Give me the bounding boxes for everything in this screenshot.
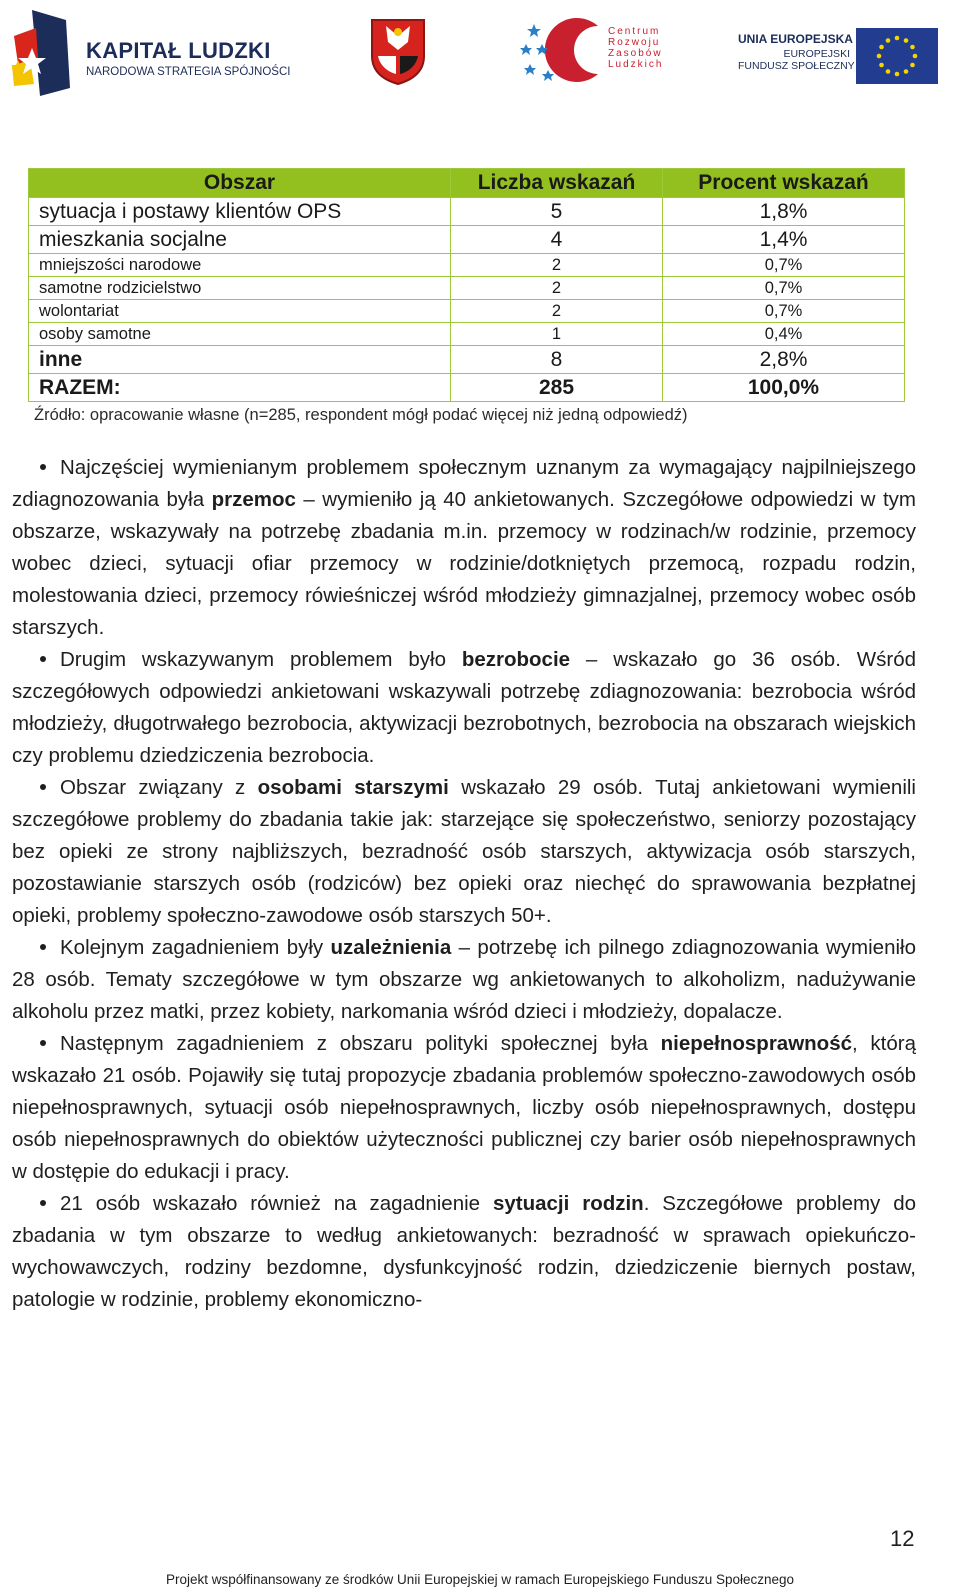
cell-area: osoby samotne [29, 323, 451, 346]
cell-count: 285 [451, 374, 663, 402]
bullet-paragraph [12, 452, 916, 644]
body-text [12, 452, 916, 1316]
column-header: Procent wskazań [663, 169, 905, 198]
cell-area: mniejszości narodowe [29, 254, 451, 277]
paragraph-bold-term: niepełnosprawność [660, 1032, 853, 1055]
cell-area: wolontariat [29, 300, 451, 323]
ue-subtitle-line: FUNDUSZ SPOŁECZNY [738, 60, 855, 72]
crzl-line: Centrum [608, 26, 661, 37]
cell-percent: 1,8% [663, 198, 905, 226]
ue-logo [738, 22, 948, 84]
cell-count: 2 [451, 277, 663, 300]
ue-subtitle [738, 48, 855, 72]
cell-area: RAZEM: [29, 374, 451, 402]
kapital-ludzki-title: KAPITAŁ LUDZKI [86, 38, 271, 63]
eu-flag-icon [856, 28, 938, 84]
paragraph-text: Najczęściej wymienianym problemem społecznym uznanym za wymagający najpilniejszego zdiagnozowania była [12, 456, 916, 511]
cell-count: 2 [451, 254, 663, 277]
bullet-paragraph [12, 932, 916, 1028]
table-total-row [29, 374, 905, 402]
paragraph-text: Kolejnym zagadnieniem były [60, 936, 331, 959]
bullet-icon [40, 464, 46, 470]
crzl-text [608, 26, 663, 70]
cell-area: sytuacja i postawy klientów OPS [29, 198, 451, 226]
table-row [29, 323, 905, 346]
table-row [29, 198, 905, 226]
cell-area: mieszkania socjalne [29, 226, 451, 254]
paragraph-text: wskazało 29 osób. Tutaj ankietowani wymienili szczegółowe problemy do zbadania takie jak: starzejące się społeczeństwo, seniorzy pozostający bez opieki ze strony najbliższych, bezradność osób starszych, aktywizacja osób starszych, pozostawianie starszych osób (rodziców) bez opieki oraz niechęć do sprawowania bezpłatnej opieki, problemy społeczno-zawodowe osób starszych 50+. [12, 776, 916, 927]
bullet-icon [40, 656, 46, 662]
coat-of-arms-logo [368, 16, 428, 86]
bullet-paragraph [12, 1188, 916, 1316]
bullet-icon [40, 1200, 46, 1206]
cell-area: samotne rodzicielstwo [29, 277, 451, 300]
crzl-logo [520, 14, 670, 86]
paragraph-text: – wskazało go 36 osób. Wśród szczegółowych odpowiedzi ankietowani wskazywali potrzebę zdiagnozowania: bezrobocia wśród młodzieży, długotrwałego bezrobocia, aktywizacji bezrobotnych, bezrobocia na obszarach wiejskich czy problemu dziedziczenia bezrobocia. [12, 648, 916, 767]
paragraph-text: . Szczegółowe problemy do zbadania w tym obszarze to według ankietowanych: bezradność w sprawach opiekuńczo-wychowawczych, rodziny bezdomne, dysfunkcyjność rodzin, dziedziczenie biernych postaw, patologie w rodzinie, problemy ekonomiczno- [12, 1192, 916, 1311]
table-row [29, 226, 905, 254]
column-header: Liczba wskazań [451, 169, 663, 198]
cell-count: 2 [451, 300, 663, 323]
cell-percent: 0,7% [663, 277, 905, 300]
page-footer: Projekt współfinansowany ze środków Unii Europejskiej w ramach Europejskiego Funduszu Społecznego [165, 1572, 795, 1587]
table-header-row [29, 169, 905, 198]
table-row [29, 254, 905, 277]
kapital-ludzki-emblem-icon [10, 8, 80, 98]
cell-area: inne [29, 346, 451, 374]
paragraph-bold-term: sytuacji rodzin [492, 1192, 644, 1215]
cell-percent: 0,7% [663, 254, 905, 277]
paragraph-bold-term: bezrobocie [461, 648, 571, 671]
cell-count: 8 [451, 346, 663, 374]
crzl-line: Ludzkich [608, 59, 664, 70]
paragraph-text: – potrzebę ich pilnego zdiagnozowania wymieniło 28 osób. Tematy szczegółowe w tym obszarze wg ankietowanych to alkoholizm, nadużywanie alkoholu przez matki, przez kobiety, narkomania wśród dzieci i młodzieży, dopalacze. [12, 936, 916, 1023]
table-row [29, 346, 905, 374]
bullet-icon [40, 944, 46, 950]
cell-percent: 100,0% [663, 374, 905, 402]
bullet-paragraph [12, 644, 916, 772]
column-header: Obszar [29, 169, 451, 198]
coat-of-arms-icon [368, 16, 428, 86]
paragraph-text: , którą wskazało 21 osób. Pojawiły się tutaj propozycje zbadania problemów społeczno-zawodowych osób niepełnosprawnych, sytuacji osób niepełnosprawnych, liczby osób niepełnosprawnych, dostępu osób niepełnosprawnych do obiektów użyteczności publicznej czy barier osób niepełnosprawnych w dostępie do edukacji i pracy. [12, 1032, 916, 1183]
paragraph-bold-term: uzależnienia [330, 936, 452, 959]
problems-table [28, 168, 904, 402]
ue-title: UNIA EUROPEJSKA [738, 32, 853, 46]
crzl-line: Rozwoju [608, 37, 661, 48]
paragraph-text: Następnym zagadnieniem z obszaru polityki społecznej była [60, 1032, 661, 1055]
paragraph-text: 21 osób wskazało również na zagadnienie [60, 1192, 493, 1215]
ue-subtitle-line: EUROPEJSKI [783, 48, 850, 60]
page-header [0, 0, 960, 100]
table-row [29, 300, 905, 323]
bullet-icon [40, 784, 46, 790]
paragraph-text: Obszar związany z [60, 776, 258, 799]
crzl-emblem-icon [520, 14, 606, 86]
crzl-line: Zasobów [608, 48, 663, 59]
cell-percent: 0,4% [663, 323, 905, 346]
bullet-icon [40, 1040, 46, 1046]
paragraph-text: – wymieniło ją 40 ankietowanych. Szczegółowe odpowiedzi w tym obszarze, wskazywały na potrzebę zbadania m.in. przemocy w rodzinach/w rodzinie, przemocy wobec dzieci, sytuacji ofiar przemocy w rodzinie/dotkniętych przemocą, rozpadu rodzin, molestowania dzieci, przemocy rówieśniczej wśród młodzieży gimnazjalnej, przemocy wobec osób starszych. [12, 488, 916, 639]
kapital-ludzki-logo [10, 8, 295, 98]
kapital-ludzki-subtitle: NARODOWA STRATEGIA SPÓJNOŚCI [86, 66, 291, 78]
cell-count: 5 [451, 198, 663, 226]
cell-count: 4 [451, 226, 663, 254]
bullet-paragraph [12, 1028, 916, 1188]
cell-percent: 1,4% [663, 226, 905, 254]
table-source-note: Źródło: opracowanie własne (n=285, respondent mógł podać więcej niż jedną odpowiedź) [34, 406, 688, 424]
page-number: 12 [890, 1526, 915, 1551]
paragraph-bold-term: przemoc [211, 488, 296, 511]
cell-count: 1 [451, 323, 663, 346]
paragraph-bold-term: osobami starszymi [257, 776, 449, 799]
paragraph-text: Drugim wskazywanym problemem było [60, 648, 462, 671]
cell-percent: 2,8% [663, 346, 905, 374]
table-row [29, 277, 905, 300]
bullet-paragraph [12, 772, 916, 932]
cell-percent: 0,7% [663, 300, 905, 323]
